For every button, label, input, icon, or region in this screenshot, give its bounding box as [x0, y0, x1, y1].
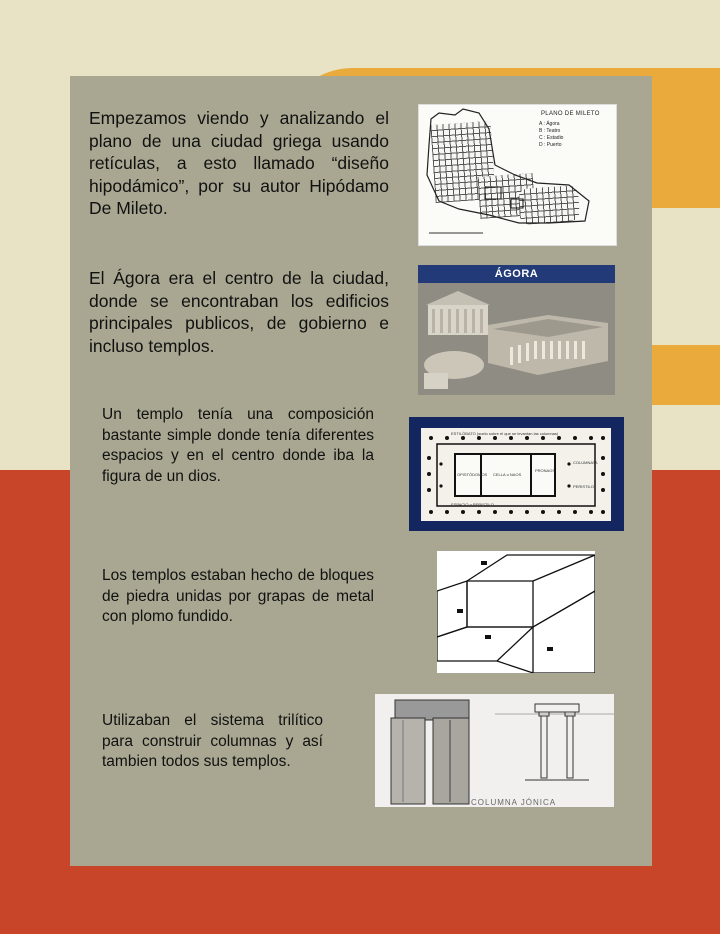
temple-label-peristilo: PERISTILO [573, 484, 594, 489]
paragraph-agora: El Ágora era el centro de la ciudad, donde se encontraban los edificios principales publicos, de gobierno e incluso templos. [89, 268, 389, 356]
trilithic-system-image [375, 694, 614, 807]
trilith-caption: COLUMNA JÓNICA [471, 798, 557, 807]
plan-title: PLANO DE MILETO [541, 111, 600, 117]
temple-label-opisto: OPISTÓDOMOS [457, 472, 488, 477]
temple-label-columnata: COLUMNATA [573, 460, 598, 465]
temple-label-bottom: ESPACIO o PERISTILO [451, 502, 494, 507]
paragraph-hipodamo: Empezamos viendo y analizando el plano de una ciudad griega usando retículas, a esto llamado “diseño hipodámico”, por su autor Hipódamo De Mileto. [89, 108, 389, 218]
temple-plan-paper [421, 428, 611, 521]
agora-image [418, 265, 615, 395]
agora-heading: ÁGORA [418, 265, 615, 283]
stone-blocks-image [437, 551, 595, 673]
temple-label-top: ESTILÓBATO (suelo sobre el que se levantan las columnas) [451, 431, 559, 436]
paragraph-bloques: Los templos estaban hecho de bloques de piedra unidas por grapas de metal con plomo fundido. [102, 567, 374, 625]
temple-plan-image [409, 417, 624, 531]
miletus-plan-image [418, 104, 617, 246]
temple-label-cella: CELLA o NAOS [493, 472, 522, 477]
temple-label-pronaos: PRONAOS [535, 468, 556, 473]
paragraph-templo: Un templo tenía una composición bastante simple donde tenía diferentes espacios y en el centro donde iba la figura de un dios. [102, 406, 374, 485]
plan-legend: A : Ágora B : Teatro C : Estadio D : Puerto [539, 121, 564, 148]
paragraph-trilitico: Utilizaban el sistema trilítico para construir columnas y así tambien todos sus templos. [102, 712, 323, 770]
